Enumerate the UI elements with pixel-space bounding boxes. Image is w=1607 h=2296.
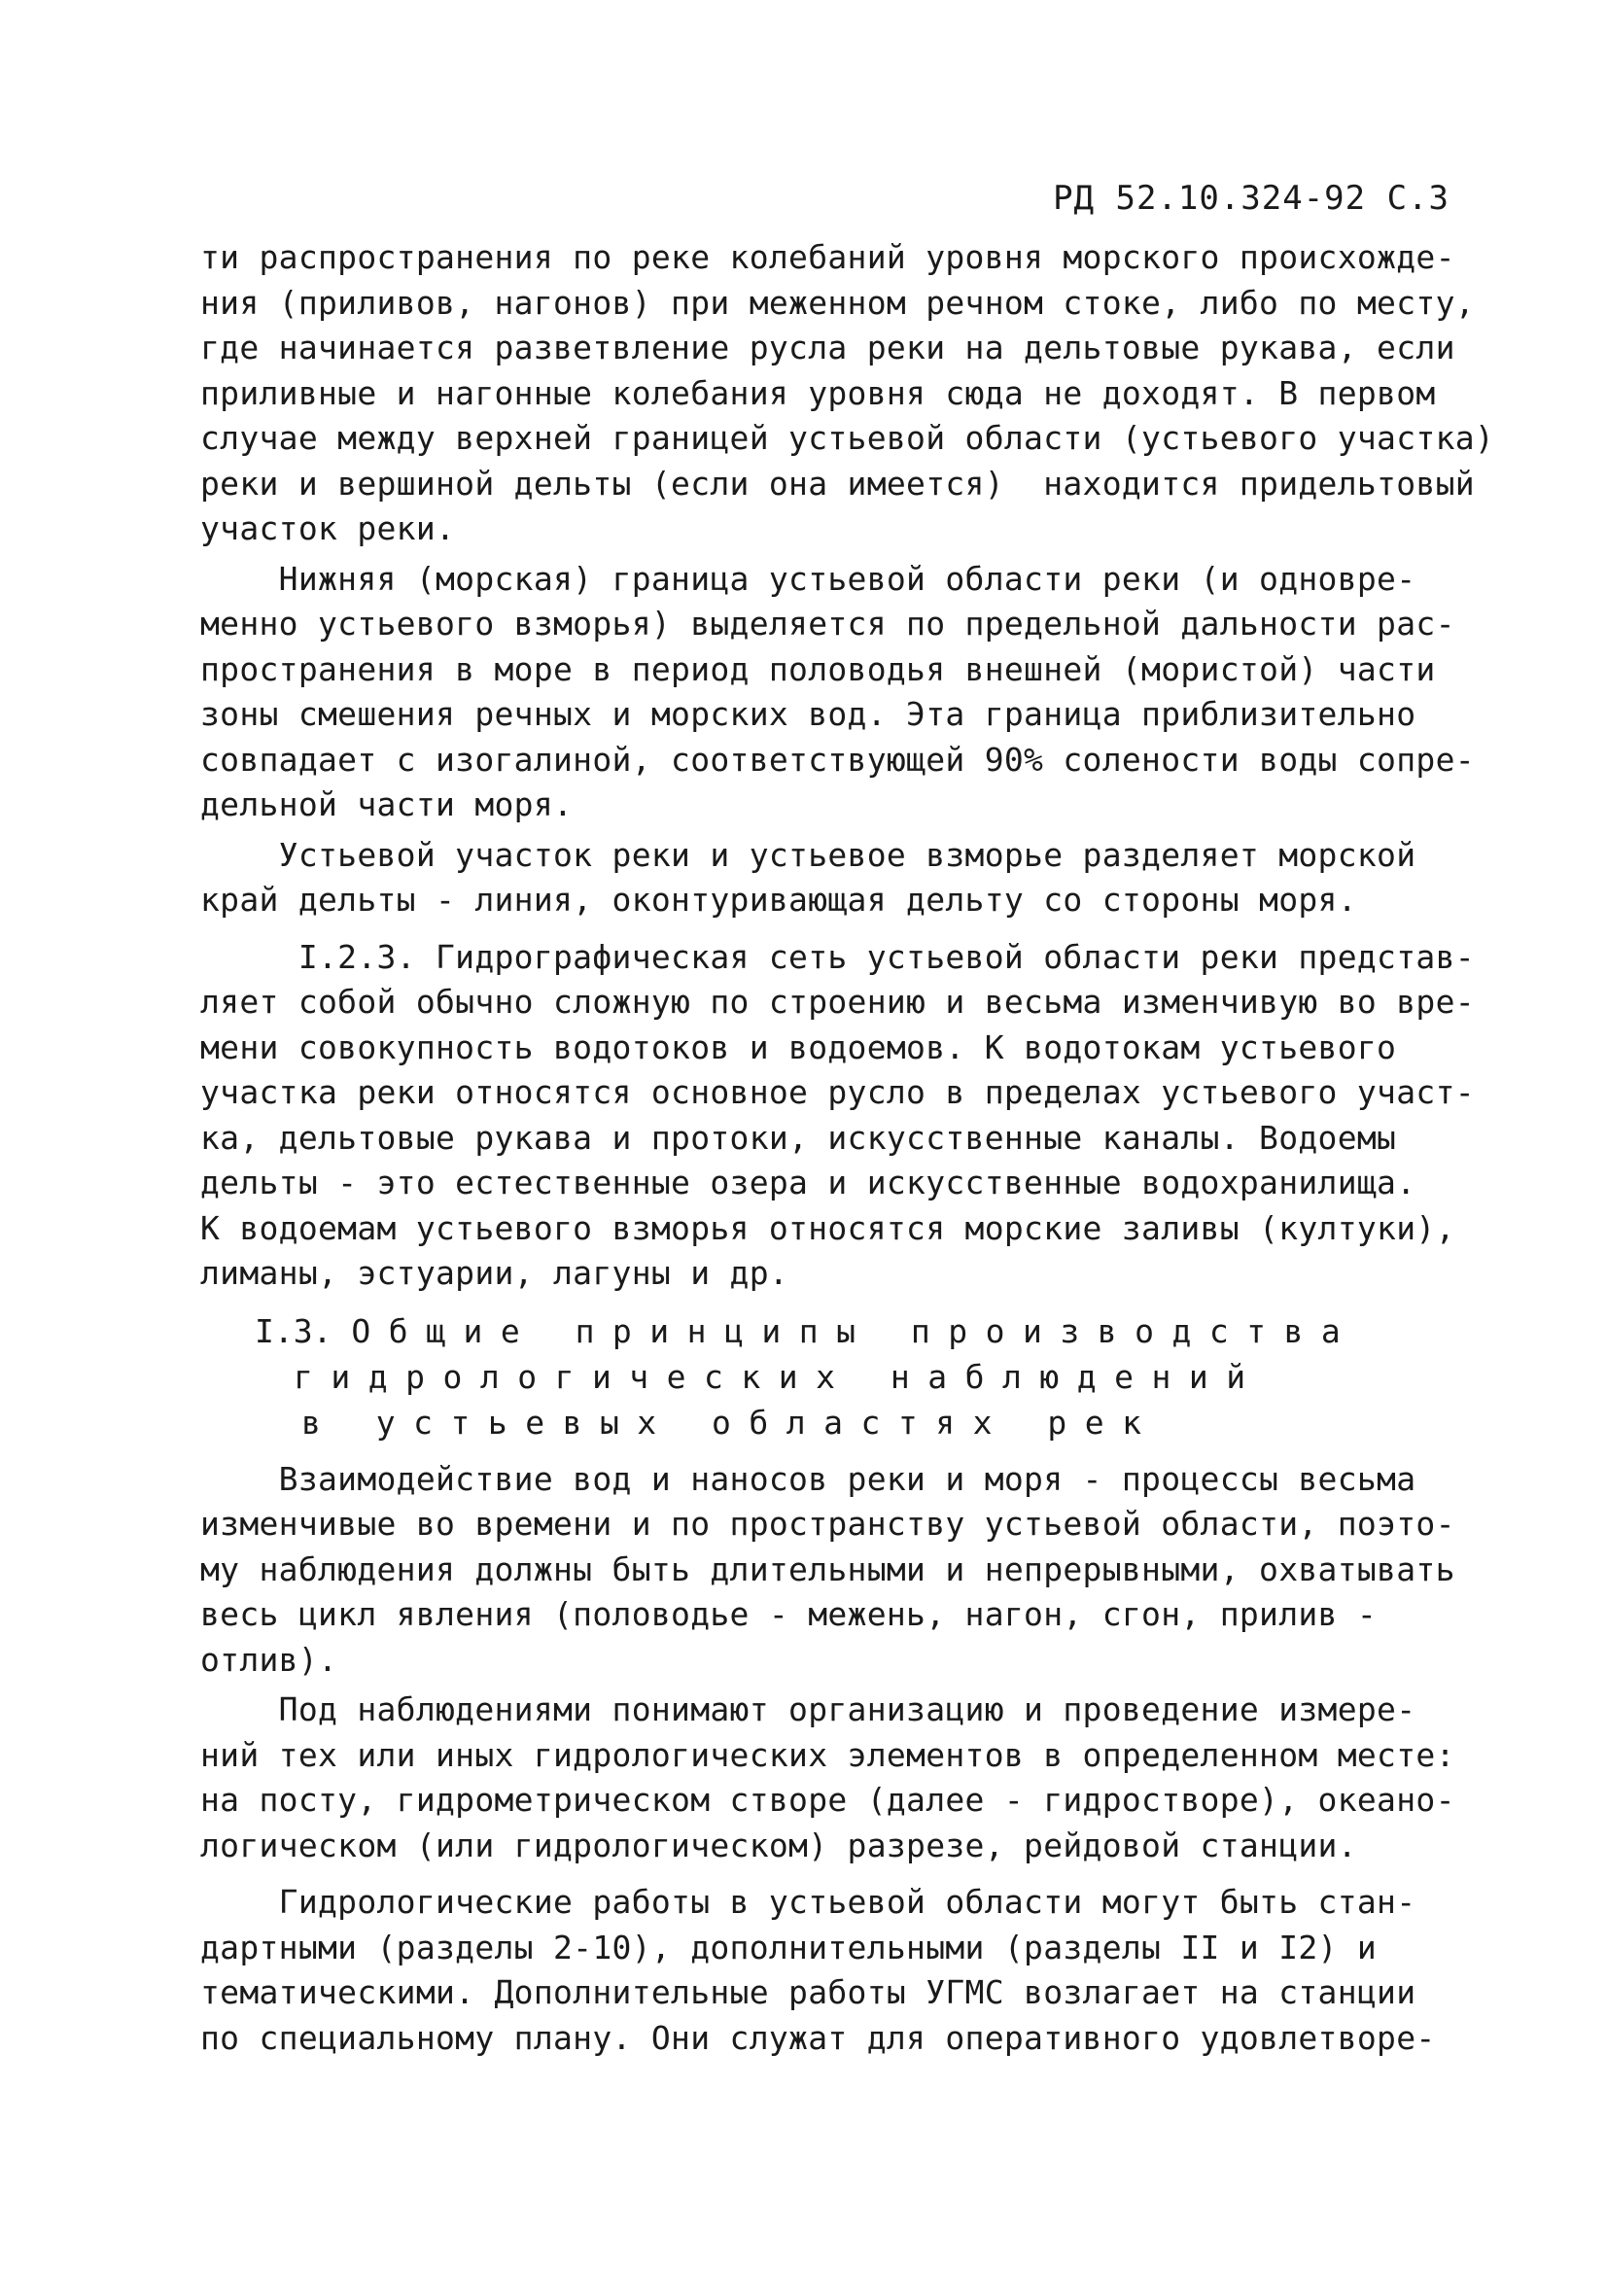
text-line: участок реки. [200, 509, 456, 547]
section-heading [200, 1308, 1445, 1445]
text-line: совпадает с изогалиной, соответствующей 90% солености воды сопре- [200, 740, 1475, 779]
text-line: тематическими. Дополнительные работы УГМС возлагает на станции [200, 1973, 1416, 2011]
text-line: Нижняя (морская) граница устьевой области реки (и одновре- [200, 559, 1416, 598]
text-line: реки и вершиной дельты (если она имеется) находится придельтовый [200, 464, 1475, 503]
text-line: дельты - это естественные озера и искусственные водохранилища. [200, 1164, 1416, 1201]
text-line: случае между верхней границей устьевой области (устьевого участка) [200, 419, 1495, 457]
text-line: К водоемам устьевого взморья относятся морские заливы (култуки), [200, 1208, 1455, 1247]
paragraph-6 [200, 1687, 1455, 1868]
paragraph-1 [200, 235, 1495, 552]
section-title-line-3: в устьевых областях рек [301, 1403, 1160, 1442]
text-line: логическом (или гидрологическом) разрезе, рейдовой станции. [200, 1826, 1357, 1864]
text-line: где начинается разветвление русла реки на дельтовые рукава, если [200, 329, 1455, 366]
text-line: зоны смешения речных и морских вод. Эта граница приблизительно [200, 695, 1416, 733]
text-line: му наблюдения должны быть длительными и непрерывными, охватывать [200, 1549, 1455, 1588]
section-number: I.3. [255, 1311, 332, 1350]
paragraph-2 [200, 557, 1475, 828]
section-heading-line-3 [255, 1400, 1445, 1445]
text-line: ний тех или иных гидрологических элементов в определенном месте: [200, 1735, 1455, 1774]
page-header-code: РД 52.10.324-92 С.3 [1053, 179, 1450, 218]
text-line: Гидрологические работы в устьевой области могут быть стан- [200, 1883, 1416, 1921]
text-line: пространения в море в период половодья внешней (мористой) части [200, 649, 1436, 688]
paragraph-5 [200, 1457, 1455, 1684]
text-line: приливные и нагонные колебания уровня сюда не доходят. В первом [200, 373, 1436, 412]
text-line: дельной части моря. [200, 785, 574, 823]
text-line: край дельты - линия, оконтуривающая дельту со стороны моря. [200, 881, 1357, 919]
document-body [200, 235, 1495, 2061]
text-line: по специальному плану. Они служат для оперативного удовлетворе- [200, 2018, 1436, 2057]
text-line: менно устьевого взморья) выделяется по предельной дальности рас- [200, 605, 1455, 643]
text-line: лиманы, эстуарии, лагуны и др. [200, 1254, 789, 1292]
paragraph-3 [200, 833, 1445, 923]
text-line: ляет собой обычно сложную по строению и весьма изменчивую во вре- [200, 983, 1475, 1021]
text-line: ти распространения по реке колебаний уровня морского происхожде- [200, 238, 1455, 276]
paragraph-4 [200, 935, 1475, 1297]
text-line: Устьевой участок реки и устьевое взморье разделяет морской [200, 835, 1416, 874]
text-line: изменчивые во времени и по пространству устьевой области, поэто- [200, 1505, 1455, 1543]
text-line: весь цикл явления (половодье - межень, нагон, сгон, прилив - [200, 1595, 1378, 1633]
text-line: на посту, гидрометрическом створе (далее - гидростворе), океано- [200, 1781, 1455, 1819]
section-title-line-1: Общие принципы производства [351, 1311, 1359, 1350]
paragraph-7 [200, 1880, 1445, 2061]
text-line: ка, дельтовые рукава и протоки, искусственные каналы. Водоемы [200, 1118, 1397, 1157]
text-line: мени совокупность водотоков и водоемов. К водотокам устьевого [200, 1027, 1397, 1066]
section-heading-line-1 [255, 1308, 1445, 1354]
text-line: ния (приливов, нагонов) при меженном речном стоке, либо по месту, [200, 283, 1475, 322]
text-line: участка реки относятся основное русло в пределах устьевого участ- [200, 1073, 1475, 1111]
text-line: дартными (разделы 2-10), дополнительными (разделы II и I2) и [200, 1928, 1378, 1966]
text-line: отлив). [200, 1640, 338, 1679]
section-heading-line-2 [255, 1354, 1445, 1400]
text-line: I.2.3. Гидрографическая сеть устьевой области реки представ- [200, 937, 1475, 976]
text-line: Под наблюдениями понимают организацию и проведение измере- [200, 1690, 1416, 1728]
text-line: Взаимодействие вод и наносов реки и моря - процессы весьма [200, 1459, 1416, 1498]
section-title-line-2: гидрологических наблюдений [294, 1357, 1264, 1396]
